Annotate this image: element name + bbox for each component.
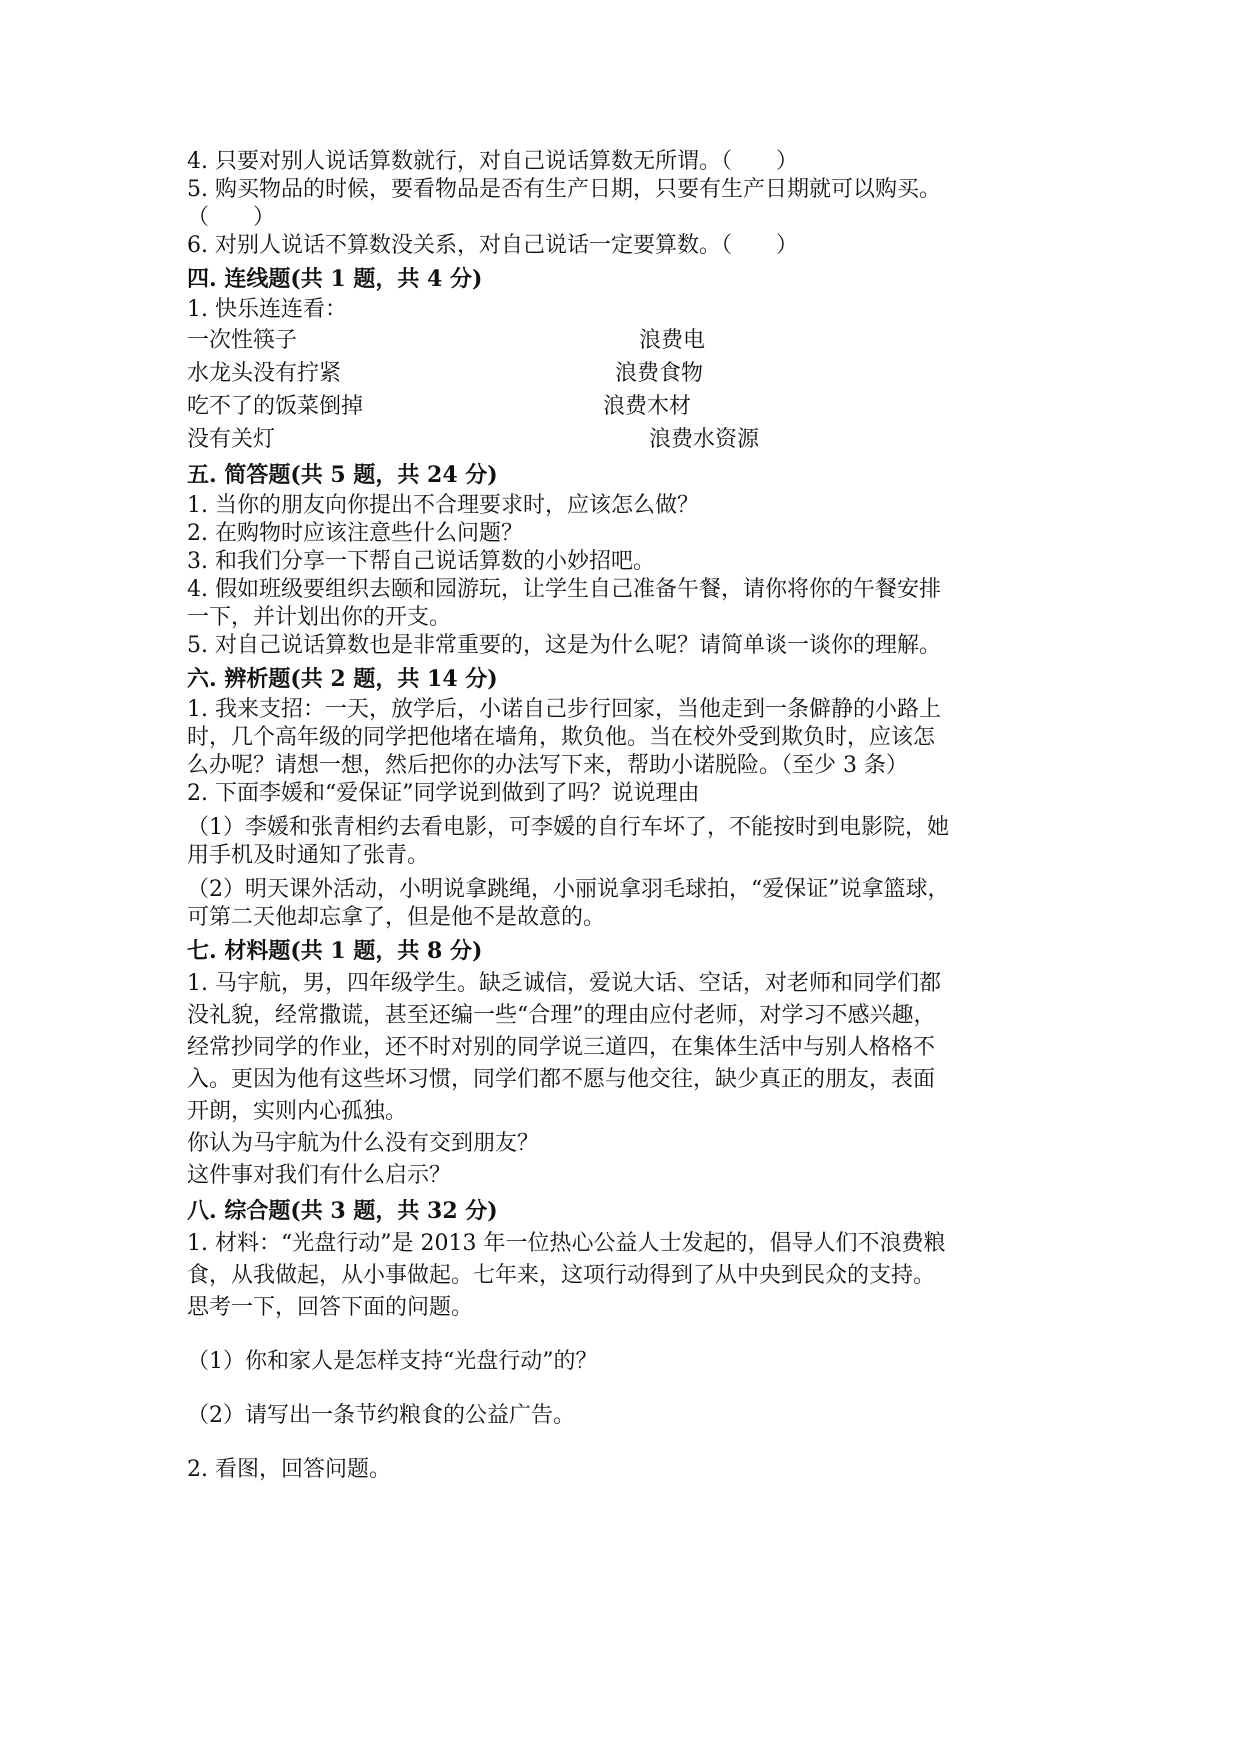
matching-row: [187, 423, 1067, 456]
tf-item-4: 4. 只要对别人说话算数就行，对自己说话算数无所谓。（ ）: [187, 149, 798, 174]
section-5-line: 4. 假如班级要组织去颐和园游玩，让学生自己准备午餐，请你将你的午餐安排: [187, 577, 941, 602]
section-6-q2: 2. 下面李媛和“爱保证”同学说到做到了吗？说说理由: [187, 781, 700, 806]
match-left-item: 没有关灯: [187, 427, 276, 452]
section-6-q1-line: 么办呢？请想一想，然后把你的办法写下来，帮助小诺脱险。（至少 3 条）: [187, 753, 908, 778]
section-8-line: 食，从我做起，从小事做起。七年来，这项行动得到了从中央到民众的支持。: [187, 1263, 936, 1288]
match-right-item: 浪费水资源: [649, 427, 760, 452]
matching-row: [187, 324, 1067, 357]
matching-list: [187, 324, 1067, 456]
section-8-q2: 2. 看图，回答问题。: [187, 1457, 391, 1482]
section-6-sub2-line: （2）明天课外活动，小明说拿跳绳，小丽说拿羽毛球拍，“爱保证”说拿篮球，: [187, 877, 950, 902]
section-5-heading: 五. 简答题(共 5 题，共 24 分): [187, 462, 498, 488]
section-4-question: 1. 快乐连连看：: [187, 297, 347, 322]
match-right-item: 浪费电: [639, 328, 706, 353]
section-6-q1-line: 1. 我来支招：一天，放学后，小诺自己步行回家，当他走到一条僻静的小路上: [187, 697, 941, 722]
exam-page: [187, 148, 1067, 1486]
section-7-line: 经常抄同学的作业，还不时对别的同学说三道四，在集体生活中与别人格格不: [187, 1035, 936, 1060]
section-7-line: 开朗，实则内心孤独。: [187, 1099, 408, 1124]
section-8-line: 1. 材料：“光盘行动”是 2013 年一位热心公益人士发起的，倡导人们不浪费粮: [187, 1231, 946, 1256]
section-8-heading: 八. 综合题(共 3 题，共 32 分): [187, 1198, 498, 1224]
match-right-item: 浪费食物: [615, 361, 704, 386]
section-4-heading: 四. 连线题(共 1 题，共 4 分): [187, 266, 483, 292]
match-left-item: 一次性筷子: [187, 328, 298, 353]
matching-row: [187, 390, 1067, 423]
match-left-item: 水龙头没有拧紧: [187, 361, 342, 386]
section-5-line: 5. 对自己说话算数也是非常重要的，这是为什么呢？请简单谈一谈你的理解。: [187, 633, 941, 658]
matching-row: [187, 357, 1067, 390]
section-8-sub1: （1）你和家人是怎样支持“光盘行动”的？: [187, 1349, 598, 1374]
section-6-q1-line: 时，几个高年级的同学把他堵在墙角，欺负他。当在校外受到欺负时，应该怎: [187, 725, 936, 750]
section-6-heading: 六. 辨析题(共 2 题，共 14 分): [187, 666, 498, 692]
section-6-sub2-line: 可第二天他却忘拿了，但是他不是故意的。: [187, 905, 606, 930]
tf-item-5: 5. 购买物品的时候，要看物品是否有生产日期，只要有生产日期就可以购买。: [187, 177, 941, 202]
section-5-line: 一下，并计划出你的开支。: [187, 605, 452, 630]
section-6-sub1-line: 用手机及时通知了张青。: [187, 843, 430, 868]
match-right-item: 浪费木材: [603, 394, 692, 419]
section-7-question-a: 你认为马宇航为什么没有交到朋友？: [187, 1131, 540, 1156]
section-8-sub2: （2）请写出一条节约粮食的公益广告。: [187, 1403, 575, 1428]
section-7-heading: 七. 材料题(共 1 题，共 8 分): [187, 938, 483, 964]
section-7-line: 没礼貌，经常撒谎，甚至还编一些“合理”的理由应付老师，对学习不感兴趣，: [187, 1003, 936, 1028]
tf-item-6: 6. 对别人说话不算数没关系，对自己说话一定要算数。（ ）: [187, 233, 798, 258]
section-5-line: 2. 在购物时应该注意些什么问题？: [187, 521, 523, 546]
section-8-line: 思考一下，回答下面的问题。: [187, 1295, 474, 1320]
section-6-sub1-line: （1）李媛和张青相约去看电影，可李媛的自行车坏了，不能按时到电影院，她: [187, 815, 949, 840]
tf-item-5-bracket: （ ）: [187, 205, 276, 230]
match-left-item: 吃不了的饭菜倒掉: [187, 394, 364, 419]
section-7-line: 1. 马宇航，男，四年级学生。缺乏诚信，爱说大话、空话，对老师和同学们都: [187, 971, 941, 996]
section-7-line: 入。更因为他有这些坏习惯，同学们都不愿与他交往，缺少真正的朋友，表面: [187, 1067, 936, 1092]
section-5-line: 3. 和我们分享一下帮自己说话算数的小妙招吧。: [187, 549, 655, 574]
section-5-line: 1. 当你的朋友向你提出不合理要求时，应该怎么做？: [187, 493, 699, 518]
section-7-question-b: 这件事对我们有什么启示？: [187, 1163, 452, 1188]
